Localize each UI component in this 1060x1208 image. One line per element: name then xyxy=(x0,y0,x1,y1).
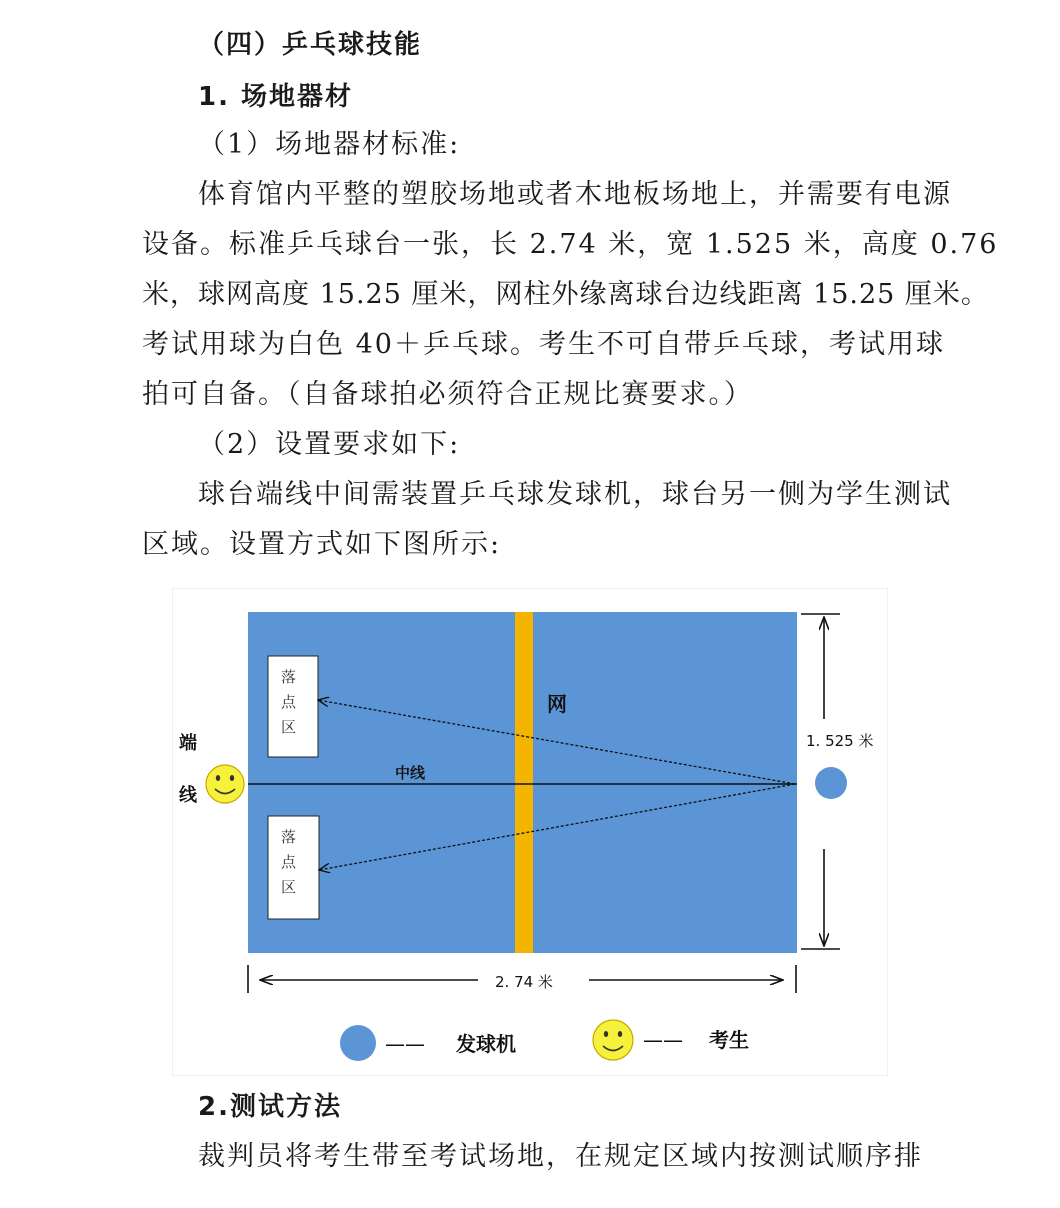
paragraph-line: 体育馆内平整的塑胶场地或者木地板场地上，并需要有电源 xyxy=(198,179,952,210)
landing-zone-top-char: 区 xyxy=(281,718,297,736)
net-label: 网 xyxy=(547,692,567,716)
paragraph-line: 米，球网高度 15.25 厘米，网柱外缘离球台边线距离 15.25 厘米。 xyxy=(142,279,989,310)
student-smiley-icon xyxy=(206,765,244,803)
centerline-label: 中线 xyxy=(395,764,426,782)
subsection-title-test-method: 2.测试方法 xyxy=(198,1092,342,1122)
landing-zone-bottom-char: 落 xyxy=(281,828,297,846)
net xyxy=(515,612,533,953)
table-setup-diagram xyxy=(172,588,888,1076)
item-title-standard: （1）场地器材标准: xyxy=(198,129,461,160)
paragraph-line: 球台端线中间需装置乒乓球发球机，球台另一侧为学生测试 xyxy=(198,479,952,510)
section-heading: （四）乒乓球技能 xyxy=(198,30,423,60)
subsection-title-equipment: 1. 场地器材 xyxy=(198,82,354,112)
legend-machine-icon xyxy=(340,1025,376,1061)
serving-machine-icon xyxy=(815,767,847,799)
legend-student-label: 考生 xyxy=(709,1028,749,1052)
landing-zone-top-char: 点 xyxy=(281,693,297,711)
landing-zone-top-char: 落 xyxy=(281,668,297,686)
paragraph-line: 设备。标准乒乓球台一张，长 2.74 米，宽 1.525 米，高度 0.76 xyxy=(142,229,999,260)
legend-student-dash: —— xyxy=(643,1028,683,1052)
width-label: 1. 525 米 xyxy=(806,732,874,750)
endline-label-char-1: 端 xyxy=(179,733,197,754)
endline-label-char-2: 线 xyxy=(179,785,197,806)
length-label: 2. 74 米 xyxy=(495,973,553,991)
legend-machine-label: 发球机 xyxy=(456,1032,516,1056)
paragraph-line: 区域。设置方式如下图所示: xyxy=(142,529,502,560)
landing-zone-bottom-char: 区 xyxy=(281,878,297,896)
legend-machine-dash: —— xyxy=(385,1032,425,1056)
paragraph-line: 拍可自备。（自备球拍必须符合正规比赛要求。） xyxy=(142,379,753,410)
diagram-svg xyxy=(173,589,887,1075)
landing-zone-bottom-char: 点 xyxy=(281,853,297,871)
paragraph-line: 裁判员将考生带至考试场地，在规定区域内按测试顺序排 xyxy=(198,1141,923,1172)
legend-student-smiley-icon xyxy=(593,1020,633,1060)
paragraph-line: 考试用球为白色 40＋乒乓球。考生不可自带乒乓球，考试用球 xyxy=(142,329,945,360)
item-title-setup: （2）设置要求如下: xyxy=(198,429,461,460)
